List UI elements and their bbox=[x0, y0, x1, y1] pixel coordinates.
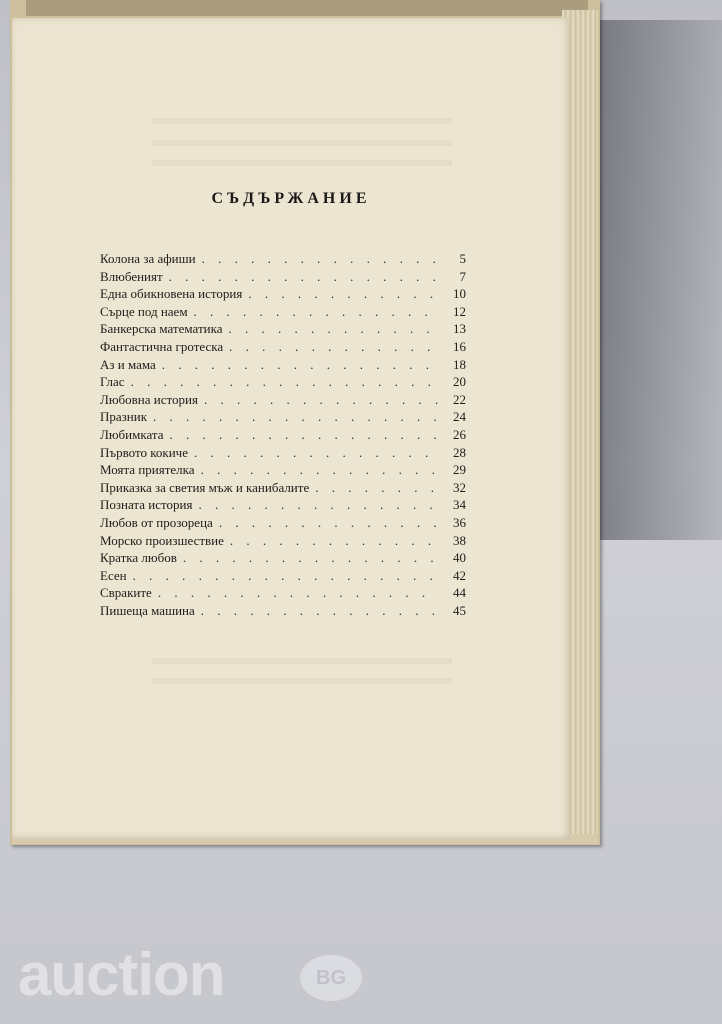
toc-entry-title: Есен bbox=[100, 567, 127, 583]
toc-entry bbox=[100, 532, 466, 550]
toc-entry bbox=[100, 373, 466, 391]
toc-entry bbox=[100, 567, 466, 585]
toc-entry-page-number: 7 bbox=[459, 268, 466, 284]
toc-entry bbox=[100, 338, 466, 356]
toc-dot-leader bbox=[204, 391, 438, 409]
toc-entry-title: Сърце под наем bbox=[100, 303, 188, 319]
show-through-text bbox=[152, 678, 452, 684]
toc-entry-page-number: 13 bbox=[453, 321, 466, 337]
watermark-badge: BG bbox=[300, 955, 362, 1001]
toc-entry-title: Празник bbox=[100, 409, 148, 425]
toc-entry-page-number: 28 bbox=[453, 444, 466, 460]
toc-entry-title: Първото кокиче bbox=[100, 444, 188, 460]
toc-entry bbox=[100, 496, 466, 514]
toc-entry bbox=[100, 408, 466, 426]
toc-entry-title: Глас bbox=[100, 374, 125, 390]
toc-entry-title: Любов от прозореца bbox=[100, 514, 213, 530]
toc-entry-page-number: 45 bbox=[453, 602, 466, 618]
toc-entry-title: Моята приятелка bbox=[100, 462, 195, 478]
toc-entry-title: Позната история bbox=[100, 497, 193, 513]
toc-entry-page-number: 38 bbox=[453, 532, 466, 548]
toc-entry bbox=[100, 514, 466, 532]
watermark-logo: auction bbox=[18, 941, 225, 1008]
toc-dot-leader bbox=[131, 373, 438, 391]
toc-entry-page-number: 44 bbox=[453, 585, 466, 601]
toc-entry-title: Банкерска математика bbox=[100, 321, 223, 337]
toc-entry bbox=[100, 602, 466, 620]
toc-entry-page-number: 5 bbox=[459, 251, 466, 266]
toc-entry-page-number: 36 bbox=[453, 514, 466, 530]
toc-dot-leader bbox=[248, 285, 438, 303]
toc-entry-title: Свраките bbox=[100, 585, 152, 601]
toc-entry-title: Любовна история bbox=[100, 391, 198, 407]
toc-entry-title: Фантастична гротеска bbox=[100, 338, 224, 354]
toc-dot-leader bbox=[170, 426, 439, 444]
toc-dot-leader bbox=[183, 549, 438, 567]
table-of-contents bbox=[100, 250, 466, 619]
toc-entry-page-number: 16 bbox=[453, 338, 466, 354]
toc-entry bbox=[100, 268, 466, 286]
toc-entry bbox=[100, 320, 466, 338]
show-through-text bbox=[152, 160, 452, 166]
toc-dot-leader bbox=[201, 602, 438, 620]
show-through-text bbox=[152, 658, 452, 664]
toc-entry bbox=[100, 444, 466, 462]
toc-entry-page-number: 10 bbox=[453, 286, 466, 302]
toc-dot-leader bbox=[158, 584, 438, 602]
toc-dot-leader bbox=[229, 338, 438, 356]
toc-entry-page-number: 32 bbox=[453, 479, 466, 495]
toc-dot-leader bbox=[198, 496, 438, 514]
toc-entry-title: Влюбеният bbox=[100, 268, 163, 284]
toc-entry-page-number: 18 bbox=[453, 356, 466, 372]
toc-entry-title: Пишеща машина bbox=[100, 602, 195, 618]
toc-entry-title: Аз и мама bbox=[100, 356, 156, 372]
toc-entry-title: Любимката bbox=[100, 426, 164, 442]
toc-entry bbox=[100, 391, 466, 409]
toc-entry-title: Приказка за светия мъж и канибалите bbox=[100, 479, 310, 495]
toc-entry-page-number: 22 bbox=[453, 391, 466, 407]
show-through-text bbox=[152, 140, 452, 146]
toc-entry-page-number: 29 bbox=[453, 462, 466, 478]
toc-dot-leader bbox=[153, 408, 438, 426]
toc-entry-title: Една обикновена история bbox=[100, 286, 243, 302]
toc-dot-leader bbox=[169, 268, 438, 286]
page-title: СЪДЪРЖАНИЕ bbox=[211, 190, 371, 207]
toc-entry-page-number: 24 bbox=[453, 409, 466, 425]
toc-entry bbox=[100, 426, 466, 444]
book-cover-top-edge bbox=[26, 0, 588, 16]
toc-entry-page-number: 26 bbox=[453, 426, 466, 442]
book-shadow bbox=[596, 20, 722, 540]
toc-dot-leader bbox=[201, 461, 438, 479]
toc-entry-title: Кратка любов bbox=[100, 550, 177, 566]
toc-entry bbox=[100, 250, 466, 268]
toc-entry-page-number: 42 bbox=[453, 567, 466, 583]
toc-entry-page-number: 40 bbox=[453, 550, 466, 566]
show-through-text bbox=[152, 118, 452, 124]
toc-dot-leader bbox=[162, 356, 438, 374]
toc-dot-leader bbox=[315, 479, 438, 497]
toc-entry bbox=[100, 479, 466, 497]
toc-dot-leader bbox=[194, 444, 438, 462]
toc-entry bbox=[100, 356, 466, 374]
toc-dot-leader bbox=[194, 303, 438, 321]
toc-entry bbox=[100, 549, 466, 567]
toc-entry-title: Морско произшествие bbox=[100, 532, 224, 548]
toc-dot-leader bbox=[219, 514, 438, 532]
toc-entry-title: Колона за афиши bbox=[100, 251, 196, 266]
toc-dot-leader bbox=[133, 567, 438, 585]
toc-entry-page-number: 20 bbox=[453, 374, 466, 390]
toc-entry bbox=[100, 461, 466, 479]
toc-entry bbox=[100, 285, 466, 303]
toc-dot-leader bbox=[228, 320, 438, 338]
toc-entry bbox=[100, 303, 466, 321]
toc-entry-page-number: 12 bbox=[453, 303, 466, 319]
toc-dot-leader bbox=[230, 532, 438, 550]
toc-entry bbox=[100, 584, 466, 602]
toc-entry-page-number: 34 bbox=[453, 497, 466, 513]
toc-dot-leader bbox=[202, 250, 438, 268]
book-page bbox=[12, 18, 570, 840]
